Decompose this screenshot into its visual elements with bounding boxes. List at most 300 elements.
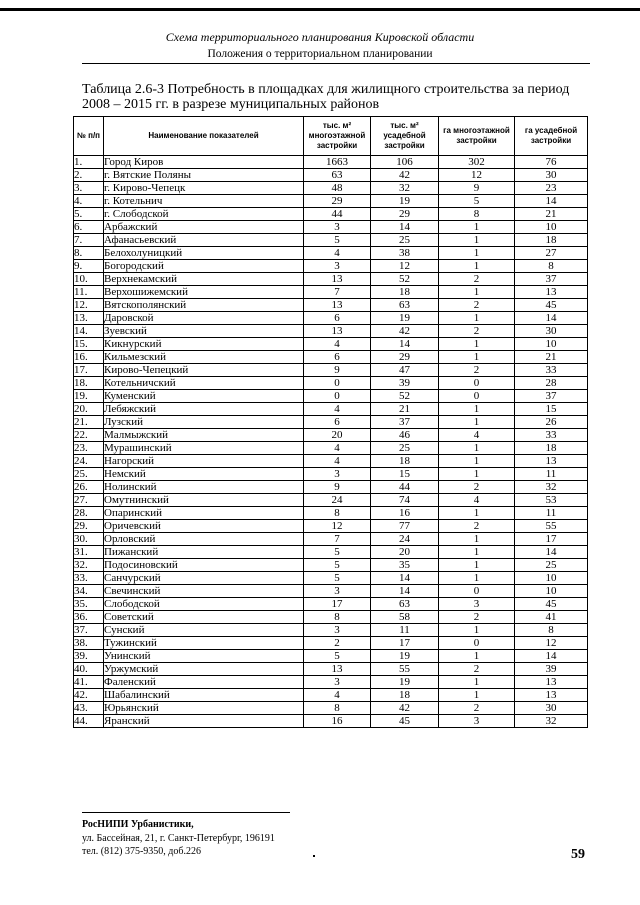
multistory-area-cell: 3 bbox=[304, 624, 371, 637]
multistory-area-cell: 8 bbox=[304, 702, 371, 715]
row-number-cell: 5. bbox=[74, 208, 104, 221]
homestead-hectares-cell: 18 bbox=[515, 442, 588, 455]
district-name-cell: Верхошижемский bbox=[104, 286, 304, 299]
multistory-area-cell: 0 bbox=[304, 377, 371, 390]
row-number-cell: 9. bbox=[74, 260, 104, 273]
homestead-hectares-cell: 8 bbox=[515, 624, 588, 637]
district-name-cell: Кикнурский bbox=[104, 338, 304, 351]
homestead-hectares-cell: 32 bbox=[515, 481, 588, 494]
homestead-hectares-cell: 26 bbox=[515, 416, 588, 429]
header-divider bbox=[82, 63, 590, 64]
multistory-hectares-cell: 1 bbox=[439, 247, 515, 260]
multistory-area-cell: 13 bbox=[304, 663, 371, 676]
table-row bbox=[74, 468, 588, 481]
row-number-cell: 43. bbox=[74, 702, 104, 715]
homestead-area-cell: 14 bbox=[371, 572, 439, 585]
homestead-area-cell: 55 bbox=[371, 663, 439, 676]
multistory-hectares-cell: 1 bbox=[439, 546, 515, 559]
table-row bbox=[74, 559, 588, 572]
table-row bbox=[74, 494, 588, 507]
district-name-cell: Унинский bbox=[104, 650, 304, 663]
homestead-area-cell: 58 bbox=[371, 611, 439, 624]
district-name-cell: Вятскополянский bbox=[104, 299, 304, 312]
footer-divider bbox=[82, 812, 290, 813]
table-row bbox=[74, 247, 588, 260]
header-multistory-hectares: га многоэтажной застройки bbox=[439, 117, 515, 156]
homestead-area-cell: 74 bbox=[371, 494, 439, 507]
district-name-cell: Свечинский bbox=[104, 585, 304, 598]
homestead-area-cell: 25 bbox=[371, 234, 439, 247]
homestead-hectares-cell: 10 bbox=[515, 338, 588, 351]
multistory-area-cell: 6 bbox=[304, 312, 371, 325]
homestead-hectares-cell: 14 bbox=[515, 312, 588, 325]
homestead-area-cell: 29 bbox=[371, 351, 439, 364]
multistory-area-cell: 3 bbox=[304, 468, 371, 481]
district-name-cell: Тужинский bbox=[104, 637, 304, 650]
homestead-hectares-cell: 37 bbox=[515, 273, 588, 286]
multistory-area-cell: 4 bbox=[304, 689, 371, 702]
multistory-hectares-cell: 8 bbox=[439, 208, 515, 221]
table-row bbox=[74, 416, 588, 429]
multistory-area-cell: 8 bbox=[304, 611, 371, 624]
table-row bbox=[74, 481, 588, 494]
row-number-cell: 16. bbox=[74, 351, 104, 364]
page-footer bbox=[82, 818, 275, 859]
row-number-cell: 8. bbox=[74, 247, 104, 260]
row-number-cell: 10. bbox=[74, 273, 104, 286]
district-name-cell: Зуевский bbox=[104, 325, 304, 338]
multistory-hectares-cell: 4 bbox=[439, 494, 515, 507]
multistory-area-cell: 3 bbox=[304, 585, 371, 598]
row-number-cell: 37. bbox=[74, 624, 104, 637]
homestead-hectares-cell: 8 bbox=[515, 260, 588, 273]
table-row bbox=[74, 689, 588, 702]
multistory-area-cell: 63 bbox=[304, 169, 371, 182]
table-row bbox=[74, 299, 588, 312]
multistory-hectares-cell: 1 bbox=[439, 689, 515, 702]
table-row bbox=[74, 169, 588, 182]
homestead-area-cell: 19 bbox=[371, 312, 439, 325]
table-row bbox=[74, 520, 588, 533]
row-number-cell: 3. bbox=[74, 182, 104, 195]
homestead-hectares-cell: 45 bbox=[515, 299, 588, 312]
row-number-cell: 19. bbox=[74, 390, 104, 403]
page-header bbox=[0, 30, 640, 62]
district-name-cell: Мурашинский bbox=[104, 442, 304, 455]
row-number-cell: 35. bbox=[74, 598, 104, 611]
table-caption: Таблица 2.6-3 Потребность в площадках для жилищного строительства за период 2008 – 2015 гг. в разрезе муниципальных районов bbox=[82, 82, 570, 112]
multistory-hectares-cell: 1 bbox=[439, 416, 515, 429]
multistory-hectares-cell: 2 bbox=[439, 299, 515, 312]
district-name-cell: Лузский bbox=[104, 416, 304, 429]
homestead-hectares-cell: 10 bbox=[515, 572, 588, 585]
row-number-cell: 6. bbox=[74, 221, 104, 234]
row-number-cell: 26. bbox=[74, 481, 104, 494]
table-row bbox=[74, 533, 588, 546]
multistory-area-cell: 2 bbox=[304, 637, 371, 650]
row-number-cell: 33. bbox=[74, 572, 104, 585]
homestead-area-cell: 17 bbox=[371, 637, 439, 650]
page-number: 59 bbox=[571, 847, 585, 862]
district-name-cell: Даровской bbox=[104, 312, 304, 325]
homestead-area-cell: 52 bbox=[371, 390, 439, 403]
table-row bbox=[74, 351, 588, 364]
footer-address: ул. Бассейная, 21, г. Санкт-Петербург, 196191 bbox=[82, 832, 275, 844]
homestead-area-cell: 19 bbox=[371, 676, 439, 689]
homestead-hectares-cell: 14 bbox=[515, 546, 588, 559]
table-row bbox=[74, 663, 588, 676]
multistory-area-cell: 12 bbox=[304, 520, 371, 533]
row-number-cell: 22. bbox=[74, 429, 104, 442]
district-name-cell: Оричевский bbox=[104, 520, 304, 533]
multistory-area-cell: 13 bbox=[304, 299, 371, 312]
row-number-cell: 1. bbox=[74, 156, 104, 169]
row-number-cell: 42. bbox=[74, 689, 104, 702]
homestead-area-cell: 63 bbox=[371, 598, 439, 611]
multistory-area-cell: 13 bbox=[304, 325, 371, 338]
multistory-hectares-cell: 2 bbox=[439, 611, 515, 624]
homestead-area-cell: 18 bbox=[371, 689, 439, 702]
multistory-hectares-cell: 1 bbox=[439, 286, 515, 299]
homestead-area-cell: 14 bbox=[371, 338, 439, 351]
row-number-cell: 17. bbox=[74, 364, 104, 377]
row-number-cell: 13. bbox=[74, 312, 104, 325]
multistory-area-cell: 7 bbox=[304, 533, 371, 546]
homestead-hectares-cell: 21 bbox=[515, 208, 588, 221]
district-name-cell: Богородский bbox=[104, 260, 304, 273]
multistory-area-cell: 44 bbox=[304, 208, 371, 221]
table-row bbox=[74, 598, 588, 611]
district-name-cell: Арбажский bbox=[104, 221, 304, 234]
homestead-area-cell: 46 bbox=[371, 429, 439, 442]
table-row bbox=[74, 234, 588, 247]
multistory-hectares-cell: 1 bbox=[439, 650, 515, 663]
multistory-area-cell: 5 bbox=[304, 546, 371, 559]
district-name-cell: Слободской bbox=[104, 598, 304, 611]
multistory-hectares-cell: 1 bbox=[439, 221, 515, 234]
multistory-area-cell: 5 bbox=[304, 650, 371, 663]
district-name-cell: Омутнинский bbox=[104, 494, 304, 507]
homestead-area-cell: 20 bbox=[371, 546, 439, 559]
table-row bbox=[74, 611, 588, 624]
multistory-area-cell: 13 bbox=[304, 273, 371, 286]
district-name-cell: Белохолуницкий bbox=[104, 247, 304, 260]
table-row bbox=[74, 507, 588, 520]
row-number-cell: 11. bbox=[74, 286, 104, 299]
district-name-cell: Фаленский bbox=[104, 676, 304, 689]
district-name-cell: Нагорский bbox=[104, 455, 304, 468]
homestead-hectares-cell: 18 bbox=[515, 234, 588, 247]
homestead-hectares-cell: 33 bbox=[515, 429, 588, 442]
multistory-area-cell: 5 bbox=[304, 572, 371, 585]
homestead-hectares-cell: 41 bbox=[515, 611, 588, 624]
table-row bbox=[74, 403, 588, 416]
homestead-area-cell: 47 bbox=[371, 364, 439, 377]
row-number-cell: 34. bbox=[74, 585, 104, 598]
homestead-hectares-cell: 32 bbox=[515, 715, 588, 728]
homestead-area-cell: 106 bbox=[371, 156, 439, 169]
table-row bbox=[74, 325, 588, 338]
table-row bbox=[74, 676, 588, 689]
district-name-cell: Кирово-Чепецкий bbox=[104, 364, 304, 377]
row-number-cell: 23. bbox=[74, 442, 104, 455]
table-row bbox=[74, 637, 588, 650]
district-name-cell: г. Котельнич bbox=[104, 195, 304, 208]
row-number-cell: 30. bbox=[74, 533, 104, 546]
multistory-hectares-cell: 2 bbox=[439, 325, 515, 338]
homestead-hectares-cell: 11 bbox=[515, 507, 588, 520]
multistory-hectares-cell: 0 bbox=[439, 637, 515, 650]
multistory-area-cell: 5 bbox=[304, 559, 371, 572]
district-name-cell: Лебяжский bbox=[104, 403, 304, 416]
homestead-hectares-cell: 55 bbox=[515, 520, 588, 533]
district-name-cell: Уржумский bbox=[104, 663, 304, 676]
multistory-hectares-cell: 0 bbox=[439, 390, 515, 403]
row-number-cell: 25. bbox=[74, 468, 104, 481]
multistory-hectares-cell: 1 bbox=[439, 403, 515, 416]
homestead-area-cell: 77 bbox=[371, 520, 439, 533]
homestead-hectares-cell: 13 bbox=[515, 455, 588, 468]
multistory-area-cell: 8 bbox=[304, 507, 371, 520]
table-row bbox=[74, 624, 588, 637]
multistory-area-cell: 4 bbox=[304, 455, 371, 468]
row-number-cell: 15. bbox=[74, 338, 104, 351]
homestead-hectares-cell: 14 bbox=[515, 650, 588, 663]
homestead-area-cell: 18 bbox=[371, 286, 439, 299]
homestead-hectares-cell: 13 bbox=[515, 286, 588, 299]
table-header-row bbox=[74, 117, 588, 156]
multistory-hectares-cell: 2 bbox=[439, 481, 515, 494]
table-row bbox=[74, 182, 588, 195]
table-row bbox=[74, 546, 588, 559]
multistory-hectares-cell: 0 bbox=[439, 377, 515, 390]
district-name-cell: Куменский bbox=[104, 390, 304, 403]
multistory-hectares-cell: 2 bbox=[439, 364, 515, 377]
district-name-cell: г. Кирово-Чепецк bbox=[104, 182, 304, 195]
table-row bbox=[74, 650, 588, 663]
multistory-area-cell: 48 bbox=[304, 182, 371, 195]
multistory-area-cell: 5 bbox=[304, 234, 371, 247]
multistory-hectares-cell: 1 bbox=[439, 312, 515, 325]
homestead-area-cell: 14 bbox=[371, 585, 439, 598]
row-number-cell: 20. bbox=[74, 403, 104, 416]
homestead-area-cell: 16 bbox=[371, 507, 439, 520]
district-name-cell: Малмыжский bbox=[104, 429, 304, 442]
header-name: Наименование показателей bbox=[104, 117, 304, 156]
homestead-area-cell: 15 bbox=[371, 468, 439, 481]
homestead-hectares-cell: 21 bbox=[515, 351, 588, 364]
homestead-hectares-cell: 25 bbox=[515, 559, 588, 572]
homestead-hectares-cell: 23 bbox=[515, 182, 588, 195]
row-number-cell: 32. bbox=[74, 559, 104, 572]
multistory-hectares-cell: 9 bbox=[439, 182, 515, 195]
table-row bbox=[74, 208, 588, 221]
district-name-cell: Пижанский bbox=[104, 546, 304, 559]
homestead-area-cell: 19 bbox=[371, 195, 439, 208]
multistory-hectares-cell: 1 bbox=[439, 338, 515, 351]
district-name-cell: Орловский bbox=[104, 533, 304, 546]
table-row bbox=[74, 377, 588, 390]
homestead-hectares-cell: 76 bbox=[515, 156, 588, 169]
multistory-area-cell: 7 bbox=[304, 286, 371, 299]
table-body bbox=[74, 156, 588, 728]
housing-demand-table bbox=[73, 116, 588, 728]
table-row bbox=[74, 702, 588, 715]
homestead-area-cell: 18 bbox=[371, 455, 439, 468]
multistory-area-cell: 29 bbox=[304, 195, 371, 208]
homestead-hectares-cell: 17 bbox=[515, 533, 588, 546]
multistory-hectares-cell: 2 bbox=[439, 702, 515, 715]
multistory-area-cell: 4 bbox=[304, 403, 371, 416]
table-row bbox=[74, 338, 588, 351]
table-row bbox=[74, 260, 588, 273]
multistory-area-cell: 20 bbox=[304, 429, 371, 442]
homestead-area-cell: 32 bbox=[371, 182, 439, 195]
row-number-cell: 41. bbox=[74, 676, 104, 689]
multistory-area-cell: 24 bbox=[304, 494, 371, 507]
district-name-cell: Город Киров bbox=[104, 156, 304, 169]
multistory-hectares-cell: 1 bbox=[439, 559, 515, 572]
multistory-hectares-cell: 2 bbox=[439, 663, 515, 676]
homestead-area-cell: 42 bbox=[371, 169, 439, 182]
homestead-area-cell: 21 bbox=[371, 403, 439, 416]
district-name-cell: Санчурский bbox=[104, 572, 304, 585]
multistory-hectares-cell: 1 bbox=[439, 624, 515, 637]
homestead-hectares-cell: 28 bbox=[515, 377, 588, 390]
row-number-cell: 21. bbox=[74, 416, 104, 429]
district-name-cell: Котельничский bbox=[104, 377, 304, 390]
district-name-cell: Немский bbox=[104, 468, 304, 481]
district-name-cell: Яранский bbox=[104, 715, 304, 728]
multistory-hectares-cell: 1 bbox=[439, 260, 515, 273]
homestead-hectares-cell: 13 bbox=[515, 676, 588, 689]
homestead-area-cell: 44 bbox=[371, 481, 439, 494]
homestead-area-cell: 38 bbox=[371, 247, 439, 260]
homestead-area-cell: 12 bbox=[371, 260, 439, 273]
page-dot bbox=[313, 855, 315, 857]
multistory-area-cell: 16 bbox=[304, 715, 371, 728]
table-row bbox=[74, 585, 588, 598]
multistory-hectares-cell: 1 bbox=[439, 572, 515, 585]
table-row bbox=[74, 286, 588, 299]
multistory-area-cell: 3 bbox=[304, 221, 371, 234]
district-name-cell: г. Вятские Поляны bbox=[104, 169, 304, 182]
row-number-cell: 27. bbox=[74, 494, 104, 507]
multistory-hectares-cell: 1 bbox=[439, 676, 515, 689]
row-number-cell: 40. bbox=[74, 663, 104, 676]
multistory-hectares-cell: 1 bbox=[439, 442, 515, 455]
homestead-area-cell: 35 bbox=[371, 559, 439, 572]
row-number-cell: 18. bbox=[74, 377, 104, 390]
multistory-area-cell: 9 bbox=[304, 364, 371, 377]
page-top-border bbox=[0, 8, 640, 11]
multistory-area-cell: 6 bbox=[304, 351, 371, 364]
multistory-hectares-cell: 1 bbox=[439, 234, 515, 247]
homestead-hectares-cell: 11 bbox=[515, 468, 588, 481]
multistory-area-cell: 3 bbox=[304, 260, 371, 273]
district-name-cell: г. Слободской bbox=[104, 208, 304, 221]
row-number-cell: 38. bbox=[74, 637, 104, 650]
multistory-hectares-cell: 3 bbox=[439, 598, 515, 611]
district-name-cell: Сунский bbox=[104, 624, 304, 637]
homestead-area-cell: 24 bbox=[371, 533, 439, 546]
table-row bbox=[74, 442, 588, 455]
multistory-area-cell: 17 bbox=[304, 598, 371, 611]
row-number-cell: 7. bbox=[74, 234, 104, 247]
multistory-hectares-cell: 1 bbox=[439, 455, 515, 468]
multistory-area-cell: 9 bbox=[304, 481, 371, 494]
homestead-hectares-cell: 13 bbox=[515, 689, 588, 702]
homestead-hectares-cell: 27 bbox=[515, 247, 588, 260]
row-number-cell: 31. bbox=[74, 546, 104, 559]
row-number-cell: 2. bbox=[74, 169, 104, 182]
homestead-hectares-cell: 33 bbox=[515, 364, 588, 377]
multistory-area-cell: 6 bbox=[304, 416, 371, 429]
homestead-area-cell: 63 bbox=[371, 299, 439, 312]
footer-organization: РосНИПИ Урбанистики, bbox=[82, 819, 194, 830]
multistory-hectares-cell: 302 bbox=[439, 156, 515, 169]
multistory-area-cell: 4 bbox=[304, 338, 371, 351]
header-title: Схема территориального планирования Кировской области bbox=[165, 30, 475, 44]
homestead-hectares-cell: 10 bbox=[515, 585, 588, 598]
district-name-cell: Советский bbox=[104, 611, 304, 624]
multistory-hectares-cell: 1 bbox=[439, 468, 515, 481]
header-homestead-area: тыс. м² усадебной застройки bbox=[371, 117, 439, 156]
row-number-cell: 14. bbox=[74, 325, 104, 338]
row-number-cell: 29. bbox=[74, 520, 104, 533]
table-row bbox=[74, 312, 588, 325]
homestead-area-cell: 42 bbox=[371, 325, 439, 338]
table-row bbox=[74, 572, 588, 585]
homestead-area-cell: 37 bbox=[371, 416, 439, 429]
table-row bbox=[74, 390, 588, 403]
homestead-area-cell: 45 bbox=[371, 715, 439, 728]
multistory-hectares-cell: 1 bbox=[439, 533, 515, 546]
header-multistory-area: тыс. м² многоэтажной застройки bbox=[304, 117, 371, 156]
multistory-hectares-cell: 12 bbox=[439, 169, 515, 182]
homestead-hectares-cell: 30 bbox=[515, 325, 588, 338]
district-name-cell: Кильмезский bbox=[104, 351, 304, 364]
district-name-cell: Нолинский bbox=[104, 481, 304, 494]
homestead-area-cell: 14 bbox=[371, 221, 439, 234]
homestead-hectares-cell: 15 bbox=[515, 403, 588, 416]
table-row bbox=[74, 429, 588, 442]
homestead-area-cell: 52 bbox=[371, 273, 439, 286]
district-name-cell: Афанасьевский bbox=[104, 234, 304, 247]
multistory-hectares-cell: 0 bbox=[439, 585, 515, 598]
header-subtitle: Положения о территориальном планировании bbox=[207, 48, 433, 60]
row-number-cell: 4. bbox=[74, 195, 104, 208]
multistory-area-cell: 0 bbox=[304, 390, 371, 403]
row-number-cell: 12. bbox=[74, 299, 104, 312]
row-number-cell: 44. bbox=[74, 715, 104, 728]
homestead-hectares-cell: 39 bbox=[515, 663, 588, 676]
table-row bbox=[74, 364, 588, 377]
homestead-area-cell: 42 bbox=[371, 702, 439, 715]
homestead-hectares-cell: 53 bbox=[515, 494, 588, 507]
homestead-hectares-cell: 12 bbox=[515, 637, 588, 650]
homestead-hectares-cell: 10 bbox=[515, 221, 588, 234]
multistory-area-cell: 3 bbox=[304, 676, 371, 689]
homestead-area-cell: 29 bbox=[371, 208, 439, 221]
multistory-hectares-cell: 3 bbox=[439, 715, 515, 728]
table-row bbox=[74, 715, 588, 728]
multistory-hectares-cell: 1 bbox=[439, 507, 515, 520]
footer-phone: тел. (812) 375-9350, доб.226 bbox=[82, 846, 201, 857]
table-row bbox=[74, 156, 588, 169]
header-homestead-hectares: га усадебной застройки bbox=[515, 117, 588, 156]
row-number-cell: 28. bbox=[74, 507, 104, 520]
